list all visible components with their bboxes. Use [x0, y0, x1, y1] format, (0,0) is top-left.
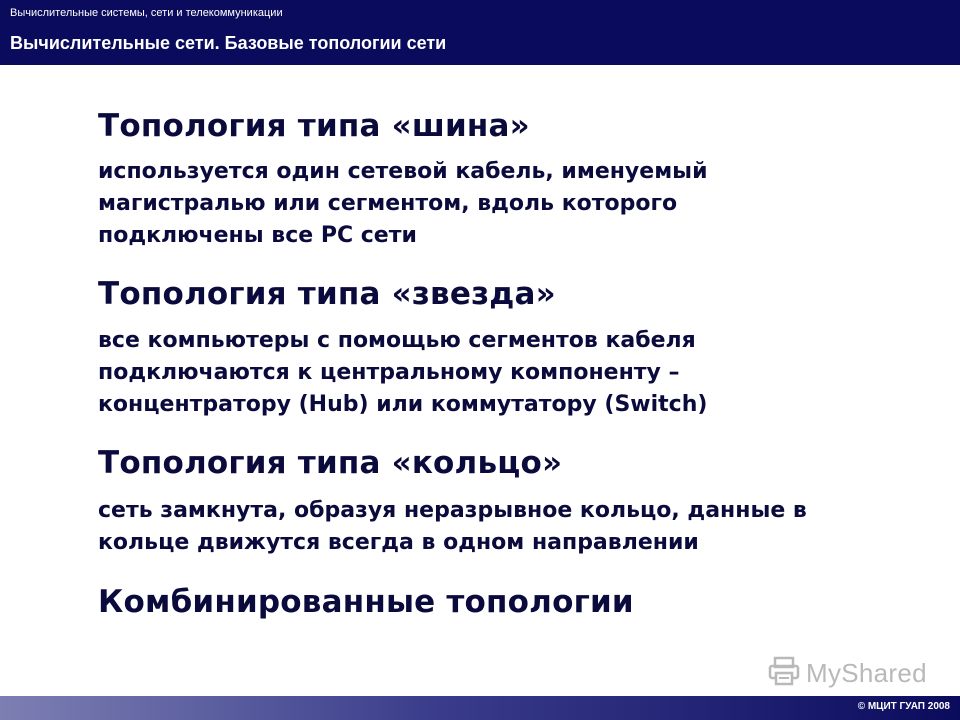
desc-line: подключены все PC сети: [98, 223, 417, 248]
watermark-text: MyShared: [806, 657, 927, 688]
copyright-text: © МЦИТ ГУАП 2008: [857, 701, 950, 712]
heading-combined: Комбинированные топологии: [98, 584, 634, 620]
desc-ring: [98, 495, 807, 559]
desc-star: [98, 325, 707, 421]
myshared-watermark: [768, 655, 927, 691]
desc-line: сеть замкнута, образуя неразрывное кольцо, данные в: [98, 498, 807, 523]
desc-line: подключаются к центральному компоненту –: [98, 360, 680, 385]
slide-footer: [0, 696, 960, 720]
desc-line: все компьютеры с помощью сегментов кабеля: [98, 328, 696, 353]
slide-header: [0, 0, 960, 65]
desc-line: концентратору (Hub) или коммутатору (Switch): [98, 392, 708, 417]
desc-line: кольце движутся всегда в одном направлении: [98, 530, 699, 555]
printer-icon: [768, 656, 800, 690]
heading-star: Топология типа «звезда»: [98, 276, 556, 312]
heading-bus: Топология типа «шина»: [98, 108, 530, 144]
course-subtitle: Вычислительные системы, сети и телекоммуникации: [10, 7, 283, 19]
desc-line: используется один сетевой кабель, именуемый: [98, 159, 708, 184]
slide-title: Вычислительные сети. Базовые топологии сети: [10, 33, 447, 53]
desc-line: магистралью или сегментом, вдоль которого: [98, 191, 678, 216]
heading-ring: Топология типа «кольцо»: [98, 445, 563, 481]
desc-bus: [98, 156, 708, 252]
